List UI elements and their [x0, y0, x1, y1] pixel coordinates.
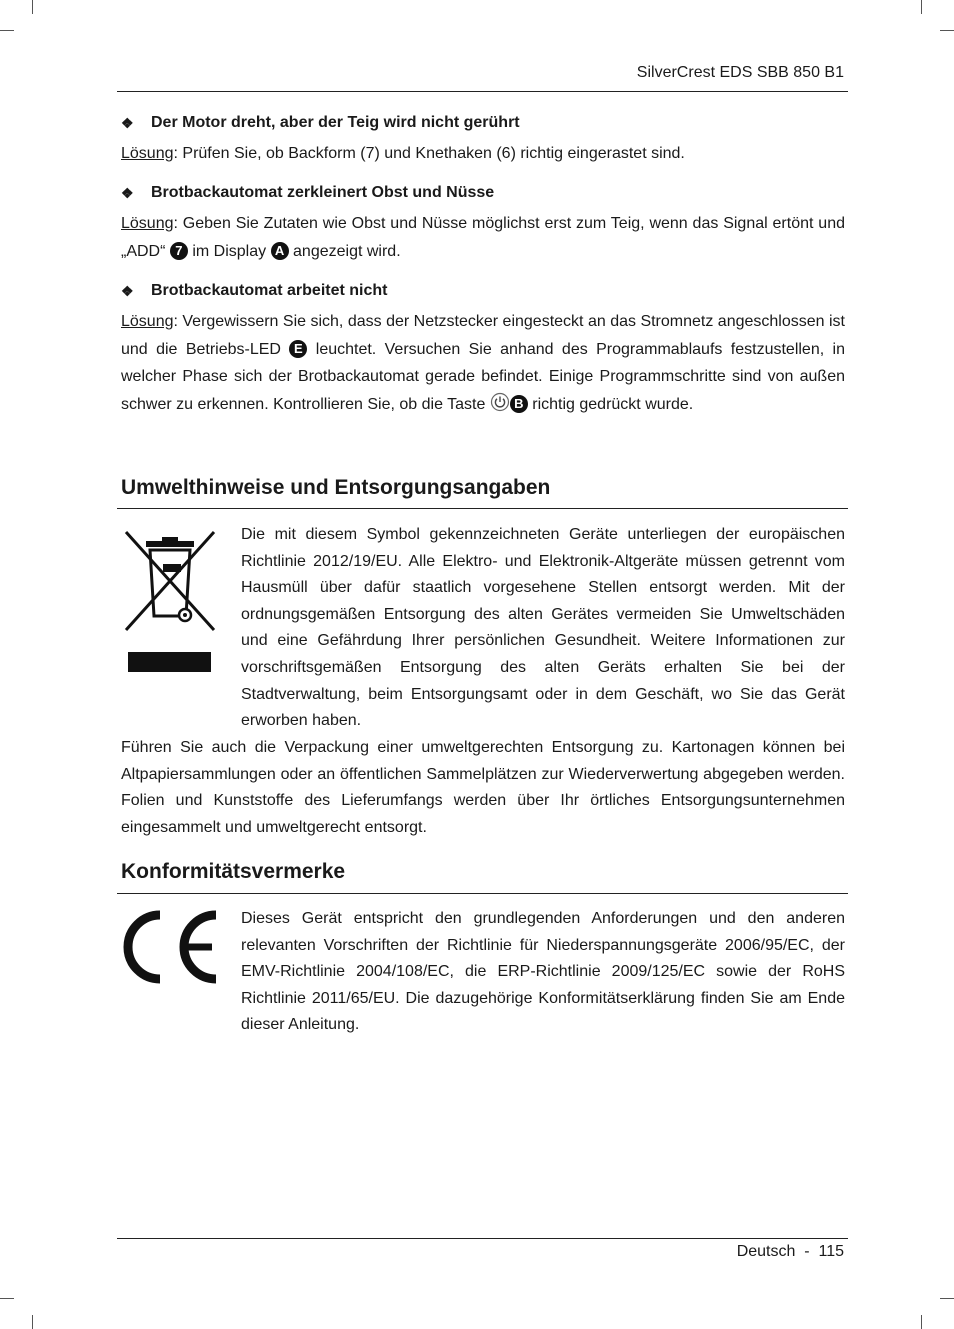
footer-rule: [117, 1238, 848, 1239]
crop-mark: [921, 0, 922, 14]
trouble-item-motor: [121, 112, 845, 168]
page-header-title: SilverCrest EDS SBB 850 B1: [636, 64, 844, 81]
trouble-solution: Lösung: Vergewissern Sie sich, dass der Netzstecker eingesteckt an das Stromnetz angeschlossen ist und die Betriebs-LED E leuchtet. Versuchen Sie anhand des Programmablaufs festzustellen, in welcher Phase sich der Brotbackautomat gerade befindet. Einige Programmschritte sind von außen schwer zu erkennen. Kontrollieren Sie, ob die Taste B richtig gedrückt wurde.: [121, 313, 846, 413]
weee-crossed-bin-icon: [120, 528, 220, 674]
trouble-item-nuts: [121, 182, 845, 265]
conformity-paragraph: Dieses Gerät entspricht den grundlegenden Anforderungen und den anderen relevanten Vorschriften der Richtlinie für Niederspannungsgeräte 2006/95/EC, der EMV-Richtlinie 2004/108/EC, die ERP-Richtlinie 2009/125/EC sowie der RoHS Richtlinie 2011/65/EU. Die dazugehörige Konformitätserklärung finden Sie am Ende dieser Anleitung.: [241, 910, 845, 1034]
section-rule: [117, 893, 848, 894]
crop-mark: [32, 0, 33, 14]
trouble-heading: ❖ Brotbackautomat arbeitet nicht: [121, 280, 845, 302]
crop-mark: [940, 30, 954, 31]
header-rule: [117, 91, 848, 92]
crop-mark: [32, 1315, 33, 1329]
page-footer: Deutsch - 115: [736, 1243, 844, 1260]
diamond-bullet-icon: ❖: [121, 185, 134, 201]
power-button-icon: [490, 392, 510, 412]
trouble-solution: Lösung: Prüfen Sie, ob Backform (7) und Knethaken (6) richtig eingerastet sind.: [121, 145, 685, 162]
diamond-bullet-icon: ❖: [121, 283, 134, 299]
reference-badge-icon: A: [271, 242, 289, 260]
crop-mark: [0, 30, 14, 31]
crop-mark: [940, 1298, 954, 1299]
trouble-item-not-working: [121, 280, 845, 418]
trouble-solution: Lösung: Geben Sie Zutaten wie Obst und Nüsse möglichst erst zum Teig, wenn das Signal ertönt und „ADD“ 7 im Display A angezeigt wird.: [121, 215, 845, 260]
section-title-conformity: Konformitätsvermerke: [121, 860, 346, 883]
crop-mark: [921, 1315, 922, 1329]
crop-mark: [0, 1298, 14, 1299]
reference-badge-icon: E: [289, 340, 307, 358]
section-title-environment: Umwelthinweise und Entsorgungsangaben: [121, 476, 551, 499]
trouble-heading: ❖ Der Motor dreht, aber der Teig wird nicht gerührt: [121, 112, 845, 134]
diamond-bullet-icon: ❖: [121, 115, 134, 131]
ce-mark-icon: [120, 910, 220, 984]
environment-paragraph-1: Die mit diesem Symbol gekennzeichneten Geräte unterliegen der europäischen Richtlinie 2012/19/EU. Alle Elektro- und Elektronik-Altgeräte müssen getrennt vom Hausmüll über dafür staatlich vorgesehene Stellen entsorgt werden. Mit der ordnungsgemäßen Entsorgung des alten Gerätes vermeiden Sie Umweltschäden und eine Gefährdung Ihrer persönlichen Gesundheit. Weitere Informationen zur vorschriftsgemäßen Entsorgung des alten Geräts erhalten Sie bei der Stadtverwaltung, beim Entsorgungsamt oder in dem Geschäft, wo Sie das Gerät erworben haben.: [241, 526, 845, 730]
reference-badge-icon: 7: [170, 242, 188, 260]
environment-paragraph-2: Führen Sie auch die Verpackung einer umweltgerechten Entsorgung zu. Kartonagen können bei Altpapiersammlungen oder an öffentlichen Sammelplätzen zur Wiederverwertung abgegeben werden. Folien und Kunststoffe des Lieferumfangs werden über Ihr örtliches Entsorgungsunternehmen eingesammelt und umweltgerecht entsorgt.: [121, 739, 845, 836]
section-rule: [117, 508, 848, 509]
reference-badge-icon: B: [510, 395, 528, 413]
trouble-heading: ❖ Brotbackautomat zerkleinert Obst und Nüsse: [121, 182, 845, 204]
